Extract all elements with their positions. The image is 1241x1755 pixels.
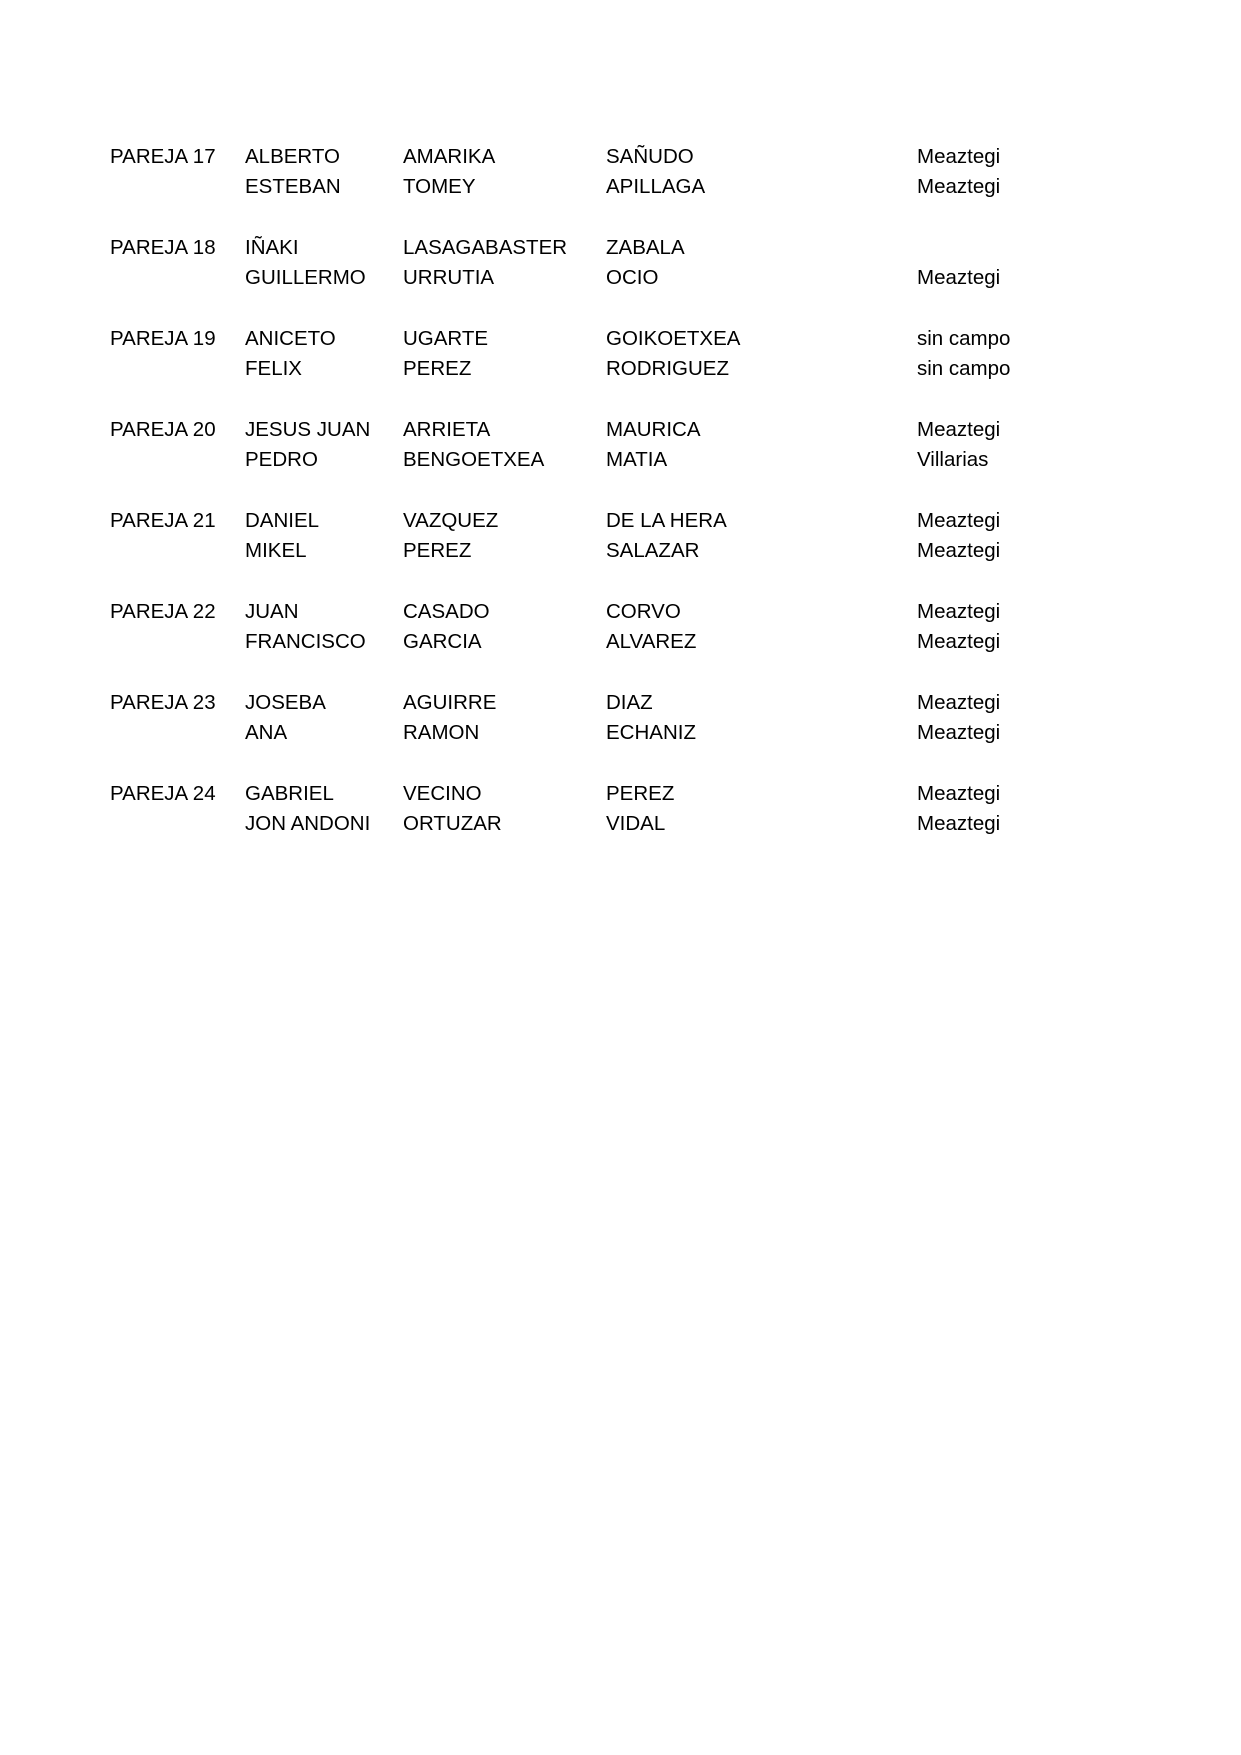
second-surname: VIDAL xyxy=(606,812,666,835)
first-surname: PEREZ xyxy=(403,539,472,562)
pareja-label: PAREJA 18 xyxy=(110,236,216,259)
player-row xyxy=(0,597,1241,627)
club-place: Meaztegi xyxy=(917,175,1001,198)
player-row xyxy=(0,324,1241,354)
first-surname: URRUTIA xyxy=(403,266,495,289)
club-place: Meaztegi xyxy=(917,539,1001,562)
player-row xyxy=(0,809,1241,839)
first-surname: AGUIRRE xyxy=(403,691,497,714)
first-name: ESTEBAN xyxy=(245,175,341,198)
club-place: Villarias xyxy=(917,448,989,471)
second-surname: PEREZ xyxy=(606,782,675,805)
club-place: Meaztegi xyxy=(917,691,1001,714)
first-surname: LASAGABASTER xyxy=(403,236,568,259)
first-surname: AMARIKA xyxy=(403,145,496,168)
second-surname: APILLAGA xyxy=(606,175,706,198)
pareja-18 xyxy=(0,233,1241,293)
player-row xyxy=(0,536,1241,566)
second-surname: SALAZAR xyxy=(606,539,700,562)
club-place: Meaztegi xyxy=(917,630,1001,653)
first-name: JOSEBA xyxy=(245,691,326,714)
first-name: IÑAKI xyxy=(245,236,299,259)
first-name: MIKEL xyxy=(245,539,307,562)
first-surname: ORTUZAR xyxy=(403,812,502,835)
second-surname: GOIKOETXEA xyxy=(606,327,741,350)
club-place: Meaztegi xyxy=(917,266,1001,289)
club-place: Meaztegi xyxy=(917,418,1001,441)
player-row xyxy=(0,263,1241,293)
player-row xyxy=(0,142,1241,172)
first-surname: VECINO xyxy=(403,782,482,805)
pareja-label: PAREJA 19 xyxy=(110,327,216,350)
pareja-20 xyxy=(0,415,1241,475)
first-name: FELIX xyxy=(245,357,302,380)
player-row xyxy=(0,354,1241,384)
second-surname: MATIA xyxy=(606,448,668,471)
pareja-19 xyxy=(0,324,1241,384)
first-surname: PEREZ xyxy=(403,357,472,380)
club-place: sin campo xyxy=(917,357,1011,380)
first-surname: VAZQUEZ xyxy=(403,509,499,532)
pareja-21 xyxy=(0,506,1241,566)
first-surname: ARRIETA xyxy=(403,418,491,441)
pareja-label: PAREJA 20 xyxy=(110,418,216,441)
first-surname: TOMEY xyxy=(403,175,476,198)
first-name: GABRIEL xyxy=(245,782,334,805)
club-place: Meaztegi xyxy=(917,145,1001,168)
second-surname: ECHANIZ xyxy=(606,721,696,744)
club-place: Meaztegi xyxy=(917,812,1001,835)
second-surname: ZABALA xyxy=(606,236,685,259)
pareja-17 xyxy=(0,142,1241,202)
first-name: FRANCISCO xyxy=(245,630,366,653)
second-surname: DIAZ xyxy=(606,691,653,714)
first-name: DANIEL xyxy=(245,509,320,532)
first-name: ANA xyxy=(245,721,288,744)
second-surname: DE LA HERA xyxy=(606,509,727,532)
player-row xyxy=(0,688,1241,718)
player-row xyxy=(0,445,1241,475)
first-surname: BENGOETXEA xyxy=(403,448,545,471)
first-surname: CASADO xyxy=(403,600,490,623)
player-row xyxy=(0,172,1241,202)
first-name: JUAN xyxy=(245,600,299,623)
pareja-23 xyxy=(0,688,1241,748)
second-surname: ALVAREZ xyxy=(606,630,697,653)
club-place: Meaztegi xyxy=(917,600,1001,623)
second-surname: CORVO xyxy=(606,600,681,623)
player-row xyxy=(0,506,1241,536)
player-row xyxy=(0,627,1241,657)
player-row xyxy=(0,718,1241,748)
first-surname: GARCIA xyxy=(403,630,482,653)
pareja-label: PAREJA 22 xyxy=(110,600,216,623)
first-surname: RAMON xyxy=(403,721,480,744)
first-surname: UGARTE xyxy=(403,327,489,350)
second-surname: OCIO xyxy=(606,266,659,289)
player-row xyxy=(0,779,1241,809)
pareja-label: PAREJA 17 xyxy=(110,145,216,168)
player-row xyxy=(0,233,1241,263)
player-row xyxy=(0,415,1241,445)
pareja-24 xyxy=(0,779,1241,839)
first-name: GUILLERMO xyxy=(245,266,366,289)
pareja-label: PAREJA 23 xyxy=(110,691,216,714)
pareja-22 xyxy=(0,597,1241,657)
second-surname: SAÑUDO xyxy=(606,145,694,168)
club-place: sin campo xyxy=(917,327,1011,350)
first-name: ALBERTO xyxy=(245,145,340,168)
pareja-label: PAREJA 24 xyxy=(110,782,216,805)
first-name: JESUS JUAN xyxy=(245,418,371,441)
first-name: PEDRO xyxy=(245,448,318,471)
club-place: Meaztegi xyxy=(917,721,1001,744)
second-surname: MAURICA xyxy=(606,418,701,441)
first-name: JON ANDONI xyxy=(245,812,371,835)
club-place: Meaztegi xyxy=(917,509,1001,532)
first-name: ANICETO xyxy=(245,327,336,350)
pareja-label: PAREJA 21 xyxy=(110,509,216,532)
club-place: Meaztegi xyxy=(917,782,1001,805)
second-surname: RODRIGUEZ xyxy=(606,357,729,380)
